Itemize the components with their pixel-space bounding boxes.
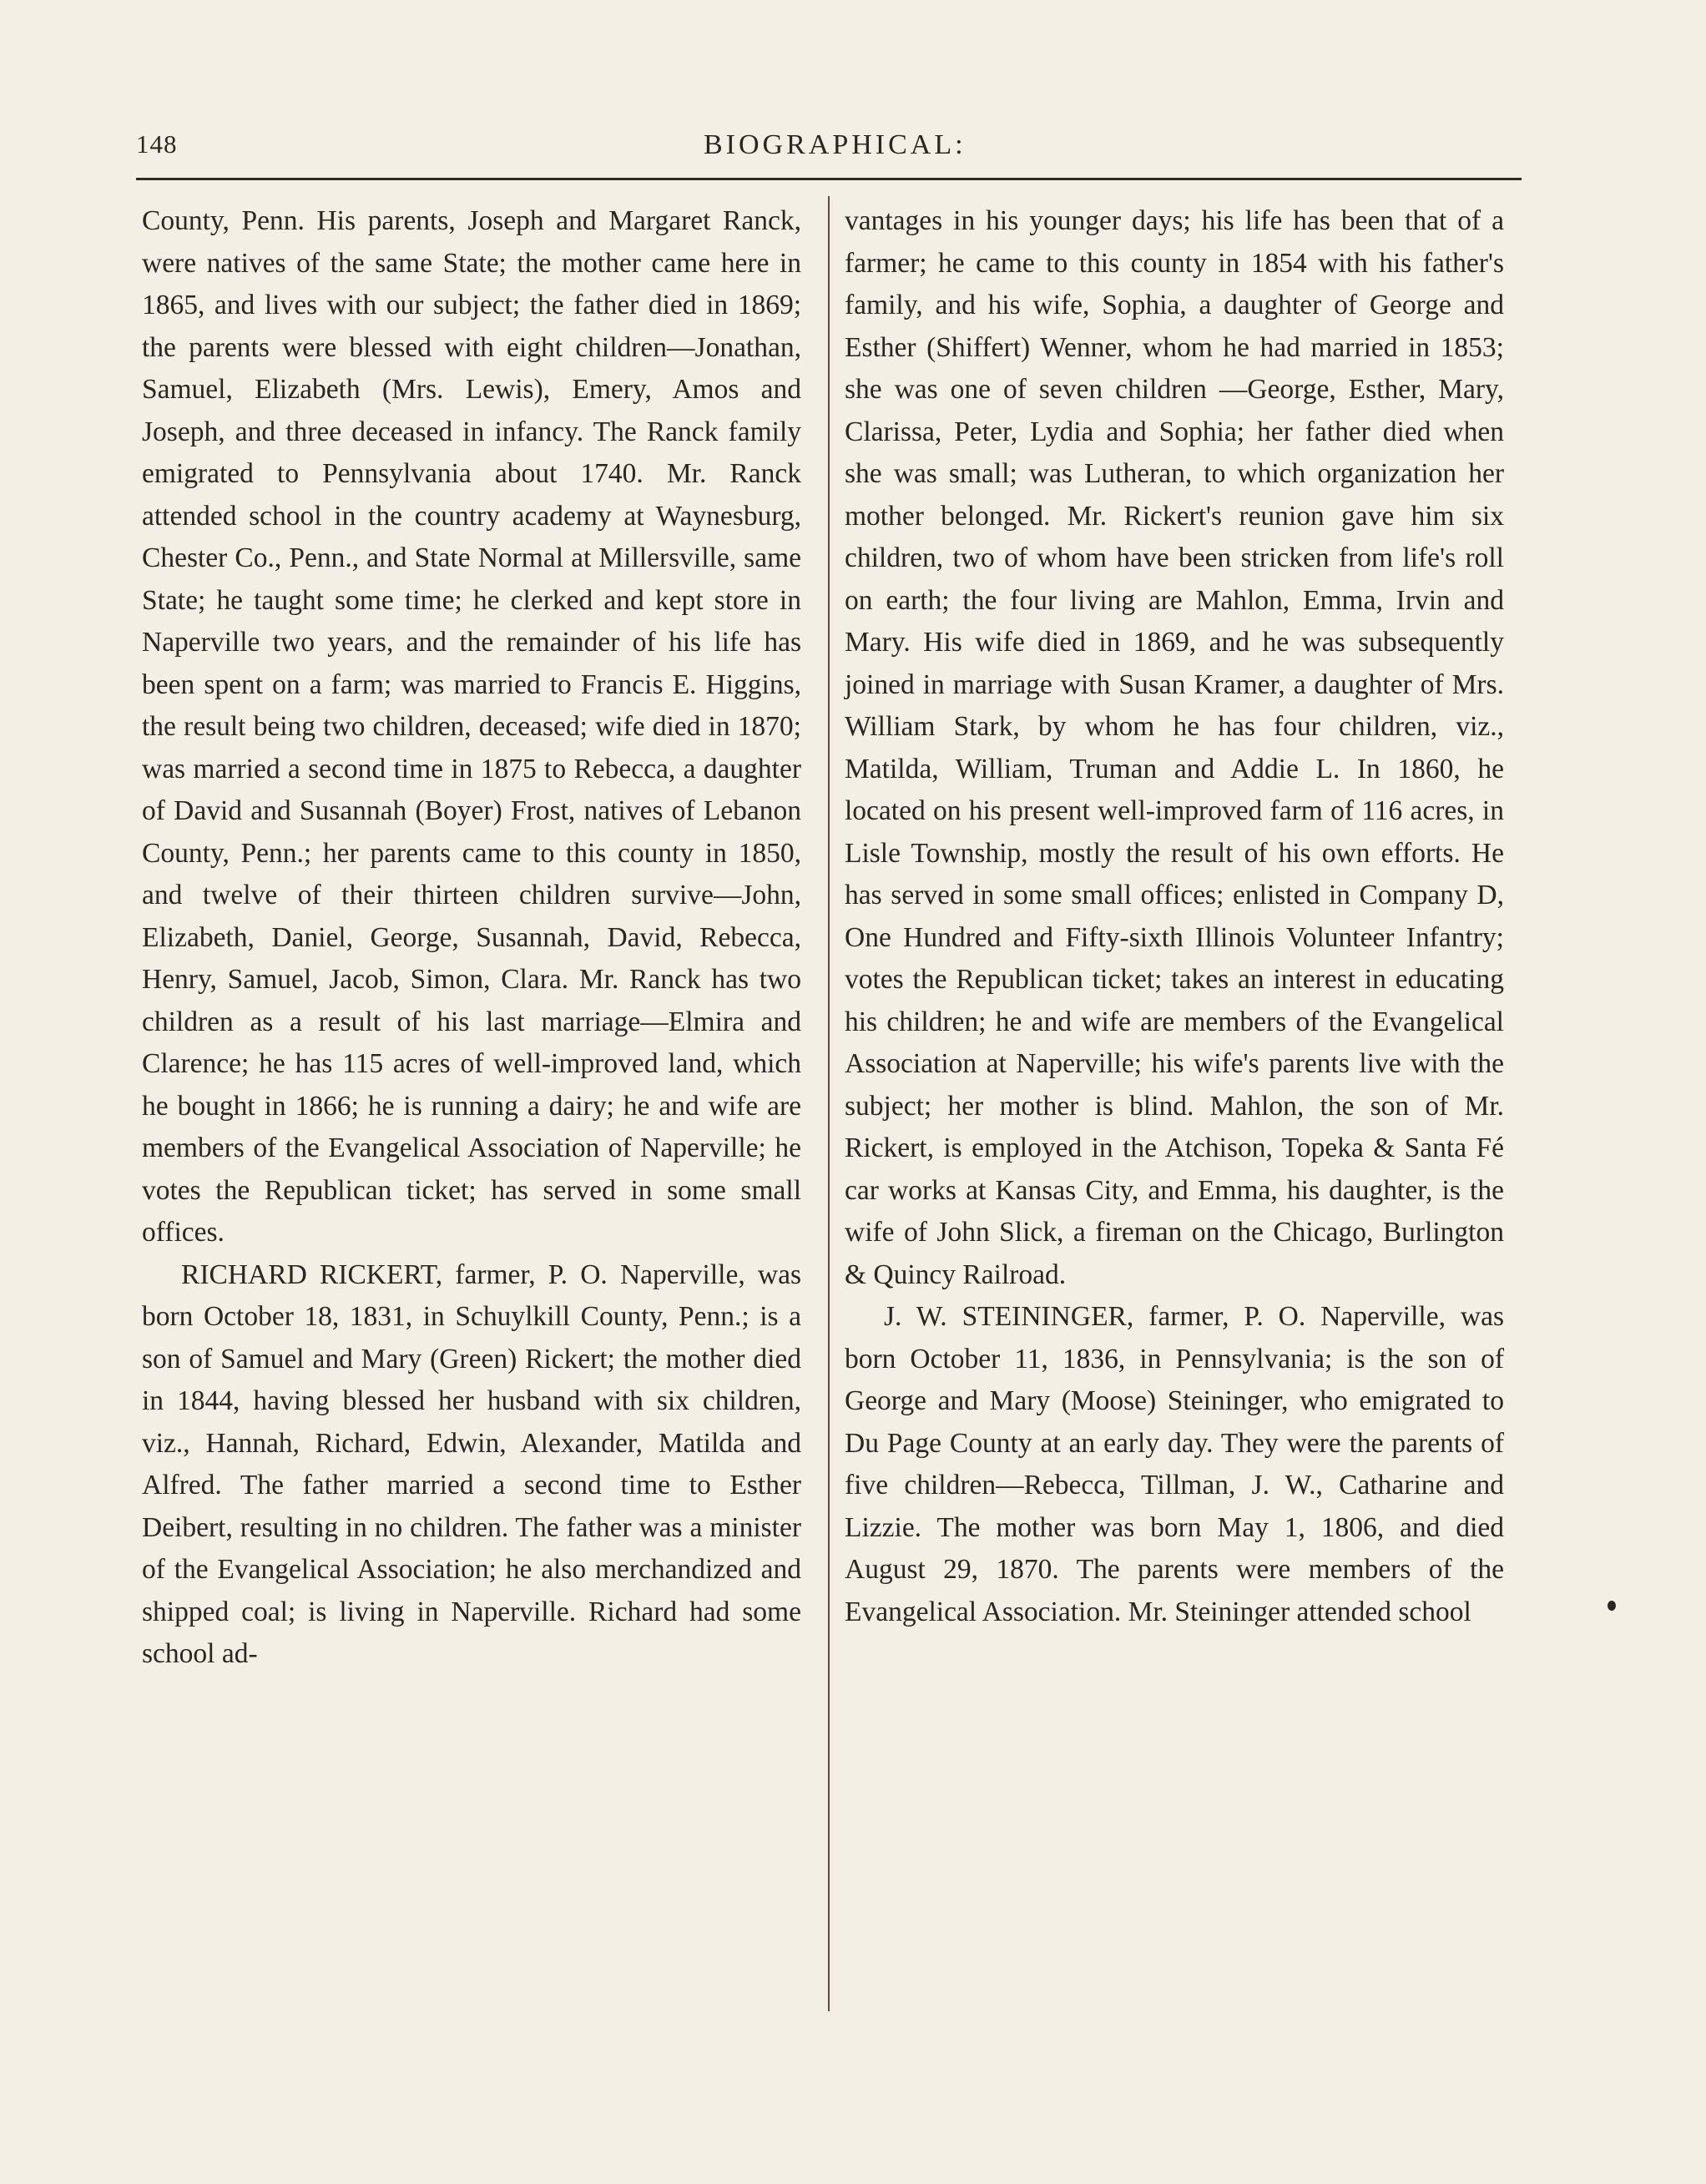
header-rule: [136, 178, 1522, 180]
ink-speck: [1608, 1601, 1616, 1611]
running-head: BIOGRAPHICAL:: [704, 129, 967, 160]
rickert-biography-paragraph: RICHARD RICKERT, farmer, P. O. Naperville, was born October 18, 1831, in Schuylkill County, Penn.; is a son of Samuel and Mary (Green) Rickert; the mother died in 1844, having blessed her husband with six children, viz., Hannah, Richard, Edwin, Alexander, Matilda and Alfred. The father married a second time to Esther Deibert, resulting in no children. The father was a minister of the Evangelical Association; he also merchandized and shipped coal; is living in Naperville. Richard had some school ad-: [142, 1258, 801, 1669]
column-divider: [828, 196, 830, 2011]
right-column: [845, 200, 1504, 1633]
ranck-biography-paragraph: County, Penn. His parents, Joseph and Margaret Ranck, were natives of the same State; the mother came here in 1865, and lives with our subject; the father died in 1869; the parents were blessed with eight children—Jonathan, Samuel, Elizabeth (Mrs. Lewis), Emery, Amos and Joseph, and three deceased in infancy. The Ranck family emigrated to Pennsylvania about 1740. Mr. Ranck attended school in the country academy at Waynesburg, Chester Co., Penn., and State Normal at Millersville, same State; he taught some time; he clerked and kept store in Naperville two years, and the remainder of his life has been spent on a farm; was married to Francis E. Higgins, the result being two children, deceased; wife died in 1870; was married a second time in 1875 to Rebecca, a daughter of David and Susannah (Boyer) Frost, natives of Lebanon County, Penn.; her parents came to this county in 1850, and twelve of their thirteen children survive—John, Elizabeth, Daniel, George, Susannah, David, Rebecca, Henry, Samuel, Jacob, Simon, Clara. Mr. Ranck has two children as a result of his last marriage—Elmira and Clarence; he has 115 acres of well-improved land, which he bought in 1866; he is running a dairy; he and wife are members of the Evangelical Association of Naperville; he votes the Republican ticket; has served in some small offices.: [142, 205, 801, 1248]
left-column: [142, 200, 801, 1676]
page-number: 148: [136, 129, 178, 159]
rickert-biography-continued-paragraph: vantages in his younger days; his life has been that of a farmer; he came to this county in 1854 with his father's family, and his wife, Sophia, a daughter of George and Esther (Shiffert) Wenner, whom he had married in 1853; she was one of seven children —George, Esther, Mary, Clarissa, Peter, Lydia and Sophia; her father died when she was small; was Lutheran, to which organization her mother belonged. Mr. Rickert's reunion gave him six children, two of whom have been stricken from life's roll on earth; the four living are Mahlon, Emma, Irvin and Mary. His wife died in 1869, and he was subsequently joined in marriage with Susan Kramer, a daughter of Mrs. William Stark, by whom he has four children, viz., Matilda, William, Truman and Addie L. In 1860, he located on his present well-improved farm of 116 acres, in Lisle Township, mostly the result of his own efforts. He has served in some small offices; enlisted in Company D, One Hundred and Fifty-sixth Illinois Volunteer Infantry; votes the Republican ticket; takes an interest in educating his children; he and wife are members of the Evangelical Association at Naperville; his wife's parents live with the subject; her mother is blind. Mahlon, the son of Mr. Rickert, is employed in the Atchison, Topeka & Santa Fé car works at Kansas City, and Emma, his daughter, is the wife of John Slick, a fireman on the Chicago, Burlington & Quincy Railroad.: [845, 205, 1504, 1290]
page-header: [136, 129, 1522, 171]
steininger-biography-paragraph: J. W. STEININGER, farmer, P. O. Naperville, was born October 11, 1836, in Pennsylvania; is the son of George and Mary (Moose) Steininger, who emigrated to Du Page County at an early day. They were the parents of five children—Rebecca, Tillman, J. W., Catharine and Lizzie. The mother was born May 1, 1806, and died August 29, 1870. The parents were members of the Evangelical Association. Mr. Steininger attended school: [845, 1301, 1504, 1627]
